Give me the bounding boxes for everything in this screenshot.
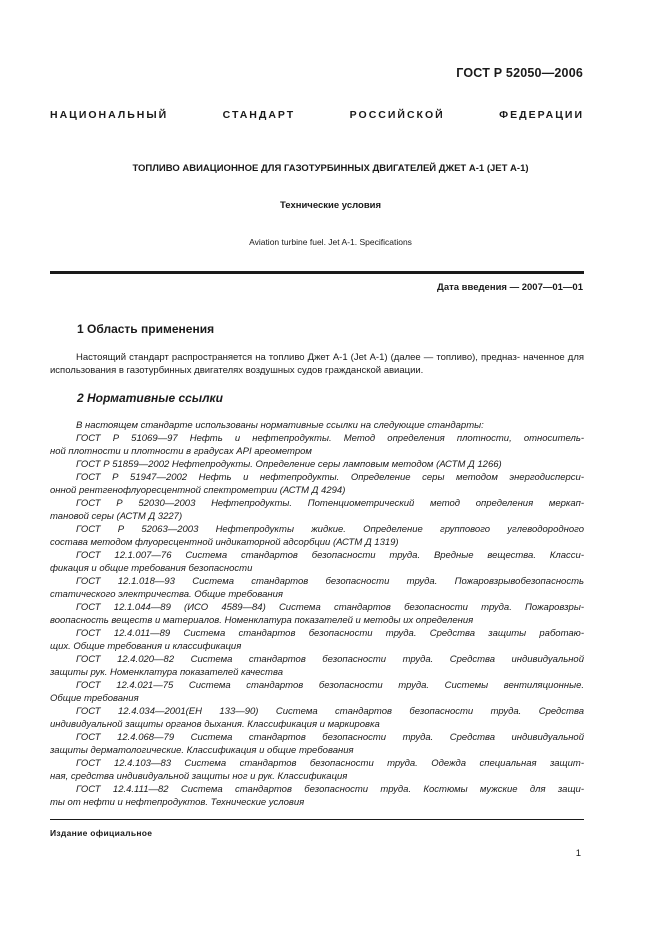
scope-paragraph [50,351,584,377]
reference-line: онной рентгенофлуоресцентной спектрометрии (АСТМ Д 4294) [50,485,346,496]
reference-line: щих. Общие требования и классификация [50,641,242,652]
section-heading-scope: 1 Область применения [77,322,215,336]
reference-line: защиты дерматологические. Классификация и общие требования [50,745,354,756]
introduction-date: Дата введения — 2007—01—01 [437,282,583,293]
reference-line: ная, средства индивидуальной защиты ног и рук. Классификация [50,771,348,782]
scope-line: Настоящий стандарт распространяется на топливо Джет А-1 (Jet А-1) (далее — топливо), предназ- [76,352,520,363]
reference-line: ГОСТ 12.4.103—83 Система стандартов безопасности труда. Одежда специальная защит- [76,758,584,769]
national-standard-banner: НАЦИОНАЛЬНЫЙ СТАНДАРТ РОССИЙСКОЙ ФЕДЕРАЦИИ [50,109,584,121]
reference-line: ГОСТ Р 51859—2002 Нефтепродукты. Определение серы ламповым методом (АСТМ Д 1266) [76,459,502,470]
reference-line: ной плотности и плотности в градусах API ареометром [50,446,312,457]
reference-line: ГОСТ 12.4.068—79 Система стандартов безопасности труда. Средства индивидуальной [76,732,584,743]
references-list [50,419,584,809]
document-subtitle: Технические условия [279,200,382,211]
reference-line: Общие требования [50,693,139,704]
reference-line: ГОСТ 12.1.044—89 (ИСО 4589—84) Система стандартов безопасности труда. Пожаровзры- [76,602,584,613]
reference-line: ГОСТ Р 51947—2002 Нефть и нефтепродукты. Определение серы методом энергодисперси- [76,472,584,483]
section-heading-references: 2 Нормативные ссылки [77,391,223,405]
reference-line: ГОСТ 12.4.021—75 Система стандартов безопасности труда. Системы вентиляционные. [76,680,584,691]
reference-line: ГОСТ 12.4.111—82 Система стандартов безопасности труда. Костюмы мужские для защи- [76,784,584,795]
document-title: ТОПЛИВО АВИАЦИОННОЕ ДЛЯ ГАЗОТУРБИННЫХ ДВИГАТЕЛЕЙ ДЖЕТ А-1 (JET А-1) [132,163,529,174]
document-number: ГОСТ Р 52050—2006 [456,66,583,80]
page-number: 1 [575,848,581,859]
reference-line: В настоящем стандарте использованы нормативные ссылки на следующие стандарты: [76,420,484,431]
reference-line: ГОСТ 12.4.011—89 Система стандартов безопасности труда. Средства защиты работаю- [76,628,584,639]
reference-line: тановой серы (АСТМ Д 3227) [50,511,183,522]
reference-line: ГОСТ Р 52030—2003 Нефтепродукты. Потенциометрический метод определения меркап- [76,498,584,509]
reference-line: защиты рук. Номенклатура показателей качества [50,667,283,678]
reference-line: ГОСТ 12.1.007—76 Система стандартов безопасности труда. Вредные вещества. Класси- [76,550,584,561]
reference-line: ты от нефти и нефтепродуктов. Технические условия [50,797,305,808]
reference-line: статического электричества. Общие требования [50,589,283,600]
reference-line: воопасность веществ и материалов. Номенклатура показателей и методы их определения [50,615,474,626]
reference-line: ГОСТ 12.4.020—82 Система стандартов безопасности труда. Средства индивидуальной [76,654,584,665]
reference-line: ГОСТ 12.1.018—93 Система стандартов безопасности труда. Пожаровзрывобезопасность [76,576,584,587]
reference-line: индивидуальной защиты органов дыхания. Классификация и маркировка [50,719,380,730]
footer-divider [50,819,584,820]
reference-line: ГОСТ Р 51069—97 Нефть и нефтепродукты. Метод определения плотности, относитель- [76,433,584,444]
title-divider [50,271,584,274]
reference-line: фикация и общие требования безопасности [50,563,253,574]
edition-note: Издание официальное [50,828,153,838]
document-english-title: Aviation turbine fuel. Jet A-1. Specifications [249,237,412,247]
reference-line: ГОСТ 12.4.034—2001(ЕН 133—90) Система стандартов безопасности труда. Средства [76,706,584,717]
scope-line: наченное для использования в газотурбинных двигателях воздушных судов гражданской авиации. [50,352,585,376]
reference-line: ГОСТ Р 52063—2003 Нефтепродукты жидкие. Определение группового углеводородного [76,524,584,535]
reference-line: состава методом флуоресцентной индикаторной адсорбции (АСТМ Д 1319) [50,537,399,548]
